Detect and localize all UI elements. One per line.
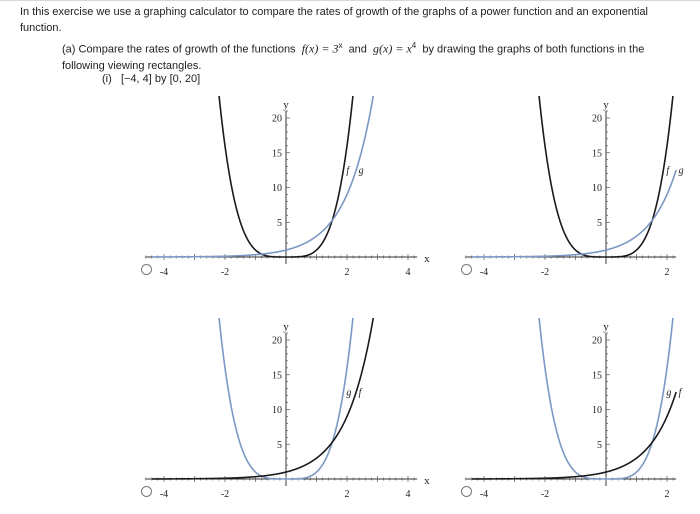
x-tick-label: -4 (159, 489, 169, 500)
g-definition: g(x) = x (373, 41, 412, 56)
option-1-graph[interactable] (152, 86, 442, 286)
y-axis-label: y (283, 321, 289, 334)
part-i-number: (i) (102, 73, 112, 85)
x-tick-label: -2 (540, 489, 550, 500)
y-tick-label: 10 (272, 183, 282, 194)
y-tick-label: 10 (592, 183, 602, 194)
y-tick-label: 5 (597, 439, 602, 451)
and-word: and (348, 43, 367, 56)
y-tick-label: 10 (272, 405, 282, 416)
option-4-radio[interactable] (461, 486, 472, 497)
f-definition: f(x) = 3 (301, 41, 339, 56)
x-tick-label: -4 (479, 489, 489, 500)
option-1-radio[interactable] (141, 264, 152, 275)
y-tick-label: 15 (272, 370, 282, 382)
y-tick-label: 10 (592, 405, 602, 416)
curve-label-g: g (678, 165, 684, 177)
x-tick-label: 4 (405, 489, 411, 500)
x-tick-label: -2 (220, 267, 230, 278)
x-tick-label: 2 (664, 489, 670, 500)
y-tick-label: 15 (592, 148, 602, 160)
curve-label-f: f (678, 387, 682, 399)
y-tick-label: 5 (277, 217, 282, 229)
x-tick-label: -4 (479, 267, 489, 278)
part-i-heading (102, 73, 200, 85)
y-tick-label: 5 (597, 217, 602, 229)
option-3-graph[interactable] (152, 308, 442, 508)
curve-label-g: g (358, 165, 364, 177)
top-divider (0, 0, 700, 1)
x-axis-label: x (424, 475, 430, 487)
y-tick-label: 20 (272, 113, 282, 125)
curve-label-f: f (346, 165, 350, 177)
x-tick-label: 4 (405, 267, 411, 278)
x-tick-label: 2 (344, 267, 350, 278)
option-4-graph[interactable] (472, 308, 700, 508)
y-tick-label: 20 (592, 113, 602, 125)
y-tick-label: 20 (592, 335, 602, 347)
y-tick-label: 5 (277, 439, 282, 451)
x-tick-label: -2 (540, 267, 550, 278)
y-tick-label: 15 (272, 148, 282, 160)
part-a-suffix: by drawing the graphs of both functions in the following viewing rectangles. (62, 43, 645, 72)
part-a-instructions (62, 38, 682, 74)
g-exponent: 4 (411, 41, 417, 50)
intro-text: In this exercise we use a graphing calculator to compare the rates of growth of the graphs of a power function and an exponential function. (20, 6, 648, 34)
curve-label-f: f (666, 165, 670, 177)
curve-label-g: g (346, 387, 352, 399)
y-axis-label: y (603, 99, 609, 112)
y-tick-label: 15 (592, 370, 602, 382)
viewing-window: [−4, 4] by [0, 20] (120, 73, 201, 85)
x-tick-label: -2 (220, 489, 230, 500)
curve-label-g: g (666, 387, 672, 399)
y-tick-label: 20 (272, 335, 282, 347)
option-2-radio[interactable] (461, 264, 472, 275)
y-axis-label: y (603, 321, 609, 334)
y-axis-label: y (283, 99, 289, 112)
option-3-radio[interactable] (141, 486, 152, 497)
x-axis-label: x (424, 253, 430, 265)
option-2-graph[interactable] (472, 86, 700, 286)
x-tick-label: 2 (344, 489, 350, 500)
x-tick-label: 2 (664, 267, 670, 278)
f-exponent: x (338, 41, 343, 50)
curve-label-f: f (358, 387, 362, 399)
part-a-prefix: (a) Compare the rates of growth of the functions (62, 43, 296, 56)
x-tick-label: -4 (159, 267, 169, 278)
